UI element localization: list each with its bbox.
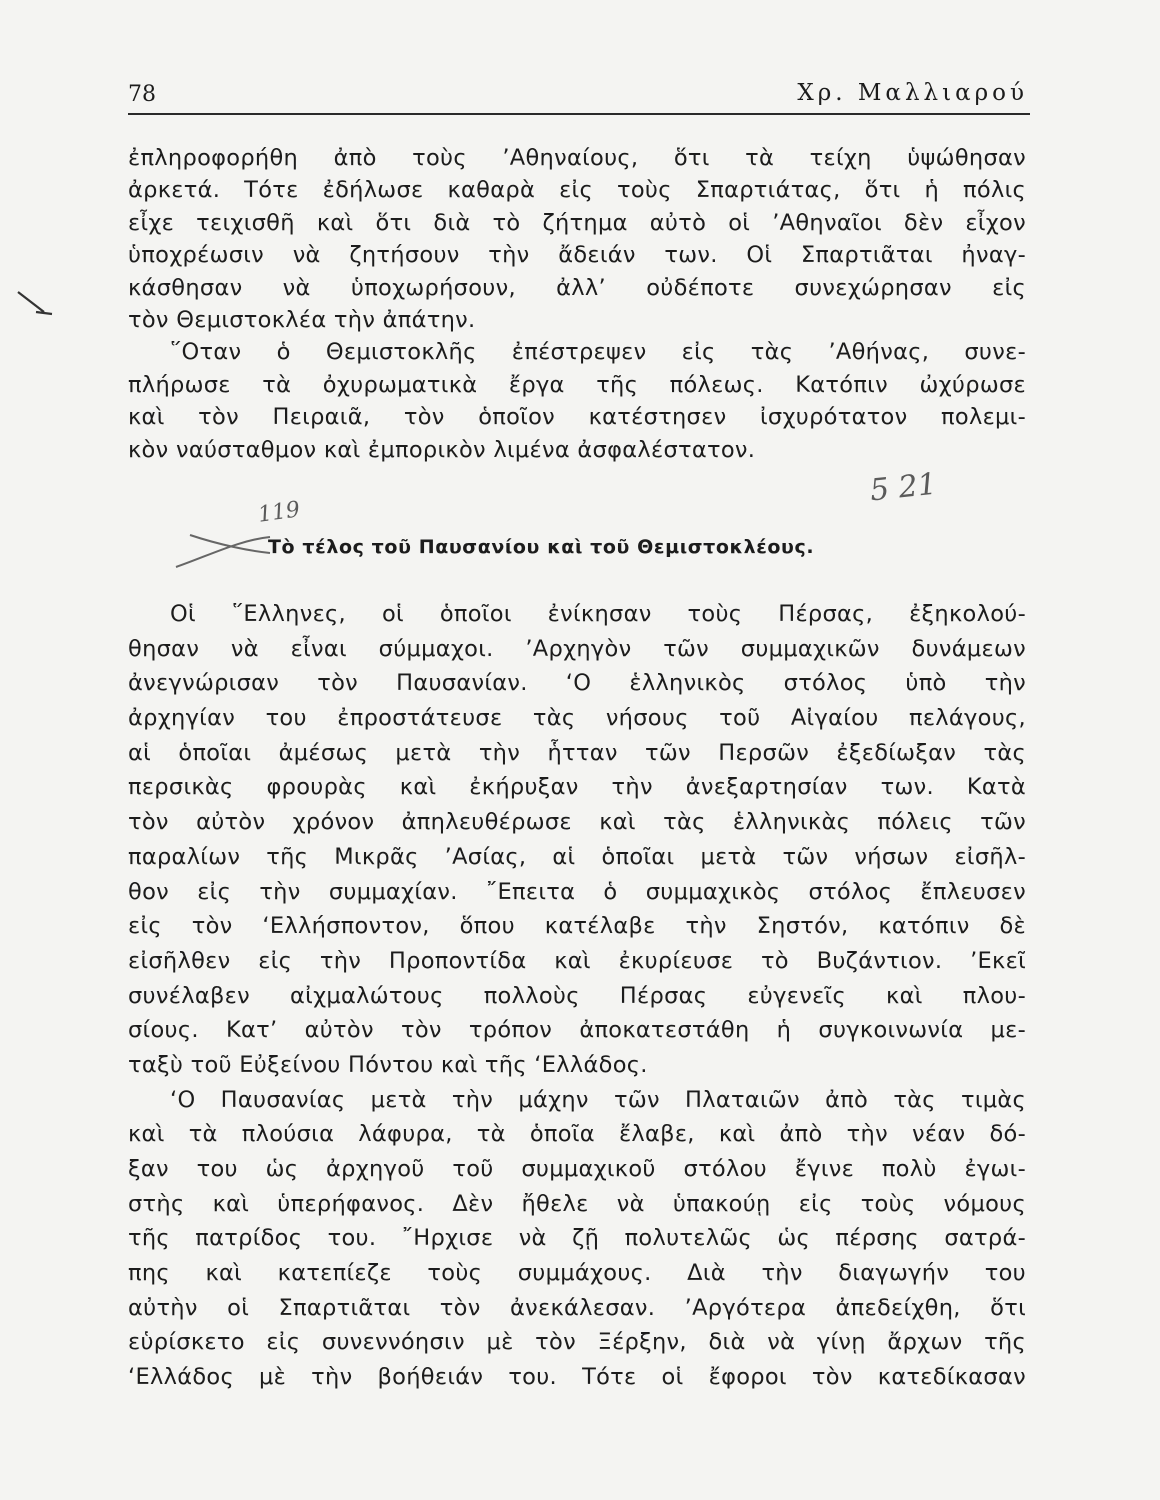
- section-title: Τὸ τέλος τοῦ Παυσανίου καὶ τοῦ Θεμιστοκλέους.: [268, 536, 815, 558]
- text-line: ἀνεγνώρισαν τὸν Παυσανίαν. ‘Ο ἑλληνικὸς στόλος ὑπὸ τὴν: [128, 670, 1026, 697]
- paragraph-block-1: [128, 142, 1026, 466]
- text-line: εἶχε τειχισθῆ καὶ ὅτι διὰ τὸ ζήτημα αὐτὸ οἱ ’Αθηναῖοι δὲν εἶχον: [128, 209, 1026, 236]
- text-line: ἀρχηγίαν του ἐπροστάτευσε τὰς νήσους τοῦ Αἰγαίου πελάγους,: [128, 705, 1026, 732]
- text-line: ‘Ο Παυσανίας μετὰ τὴν μάχην τῶν Πλαταιῶν ἀπὸ τὰς τιμὰς: [170, 1086, 1026, 1113]
- text-line: πλήρωσε τὰ ὀχυρωματικὰ ἔργα τῆς πόλεως. Κατόπιν ὠχύρωσε: [128, 371, 1026, 398]
- text-line: ταξὺ τοῦ Εὐξείνου Πόντου καὶ τῆς ‘Ελλάδος.: [128, 1051, 648, 1078]
- text-line: ῞Οταν ὁ Θεμιστοκλῆς ἐπέστρεψεν εἰς τὰς ’Αθήνας, συνε-: [170, 339, 1026, 366]
- text-line: αὐτὴν οἱ Σπαρτιᾶται τὸν ἀνεκάλεσαν. ’Αργότερα ἀπεδείχθη, ὅτι: [128, 1294, 1026, 1321]
- text-line: καὶ τὰ πλούσια λάφυρα, τὰ ὁποῖα ἔλαβε, καὶ ἀπὸ τὴν νέαν δό-: [128, 1121, 1026, 1148]
- handwritten-annotation: 5 21: [868, 466, 939, 509]
- text-line: θησαν νὰ εἶναι σύμμαχοι. ’Αρχηγὸν τῶν συμμαχικῶν δυνάμεων: [128, 635, 1026, 662]
- page-header: [128, 78, 1028, 114]
- text-line: Οἱ ῞Ελληνες, οἱ ὁποῖοι ἐνίκησαν τοὺς Πέρσας, ἐξηκολού-: [170, 601, 1026, 627]
- text-line: τὸν αὐτὸν χρόνον ἀπηλευθέρωσε καὶ τὰς ἑλληνικὰς πόλεις τῶν: [128, 809, 1026, 836]
- margin-pencil-mark: [14, 290, 54, 320]
- text-line: θον εἰς τὴν συμμαχίαν. ῎Επειτα ὁ συμμαχικὸς στόλος ἔπλευσεν: [128, 878, 1026, 905]
- text-line: εἰσῆλθεν εἰς τὴν Προποντίδα καὶ ἐκυρίευσε τὸ Βυζάντιον. ’Εκεῖ: [128, 947, 1026, 974]
- text-line: συνέλαβεν αἰχμαλώτους πολλοὺς Πέρσας εὐγενεῖς καὶ πλου-: [128, 982, 1026, 1009]
- paragraph-block-2: [128, 597, 1026, 1395]
- text-line: αἱ ὁποῖαι ἀμέσως μετὰ τὴν ἧτταν τῶν Περσῶν ἐξεδίωξαν τὰς: [128, 739, 1026, 766]
- handwritten-strike-mark: [170, 495, 330, 575]
- text-line: καὶ τὸν Πειραιᾶ, τὸν ὁποῖον κατέστησεν ἰσχυρότατον πολεμι-: [128, 404, 1026, 431]
- text-line: κάσθησαν νὰ ὑποχωρήσουν, ἀλλ’ οὐδέποτε συνεχώρησαν εἰς: [128, 274, 1026, 301]
- handwritten-annotation: 119: [256, 497, 302, 528]
- text-line: εὑρίσκετο εἰς συνεννόησιν μὲ τὸν Ξέρξην, διὰ νὰ γίνῃ ἄρχων τῆς: [128, 1329, 1026, 1356]
- text-line: ὑποχρέωσιν νὰ ζητήσουν τὴν ἄδειάν των. Οἱ Σπαρτιᾶται ἠναγ-: [128, 242, 1026, 269]
- text-line: σίους. Κατ’ αὐτὸν τὸν τρόπον ἀποκατεστάθη ἡ συγκοινωνία με-: [128, 1017, 1026, 1044]
- text-line: κὸν ναύσταθμον καὶ ἐμπορικὸν λιμένα ἀσφαλέστατον.: [128, 436, 756, 463]
- page-number: 78: [128, 82, 156, 107]
- text-line: στὴς καὶ ὑπερήφανος. Δὲν ἤθελε νὰ ὑπακούῃ εἰς τοὺς νόμους: [128, 1190, 1026, 1217]
- text-line: ἐπληροφορήθη ἀπὸ τοὺς ’Αθηναίους, ὅτι τὰ τείχη ὑψώθησαν: [128, 145, 1026, 171]
- text-line: ‘Ελλάδος μὲ τὴν βοήθειάν του. Τότε οἱ ἔφοροι τὸν κατεδίκασαν: [128, 1364, 1026, 1391]
- text-line: περσικὰς φρουρὰς καὶ ἐκήρυξαν τὴν ἀνεξαρτησίαν των. Κατὰ: [128, 774, 1026, 801]
- header-rule: [128, 113, 1030, 115]
- running-head: Χρ. Μαλλιαρού: [797, 80, 1028, 106]
- text-line: τῆς πατρίδος του. ῎Ηρχισε νὰ ζῇ πολυτελῶς ὡς πέρσης σατρά-: [128, 1225, 1026, 1252]
- text-line: τὸν Θεμιστοκλέα τὴν ἀπάτην.: [128, 306, 476, 333]
- text-line: παραλίων τῆς Μικρᾶς ’Ασίας, αἱ ὁποῖαι μετὰ τῶν νήσων εἰσῆλ-: [128, 843, 1026, 870]
- text-line: ξαν του ὡς ἀρχηγοῦ τοῦ συμμαχικοῦ στόλου ἔγινε πολὺ ἐγωι-: [128, 1156, 1026, 1182]
- text-line: πης καὶ κατεπίεζε τοὺς συμμάχους. Διὰ τὴν διαγωγήν του: [128, 1260, 1026, 1287]
- text-line: εἰς τὸν ‘Ελλήσποντον, ὅπου κατέλαβε τὴν Σηστόν, κατόπιν δὲ: [128, 913, 1026, 940]
- text-line: ἀρκετά. Τότε ἐδήλωσε καθαρὰ εἰς τοὺς Σπαρτιάτας, ὅτι ἡ πόλις: [128, 177, 1026, 204]
